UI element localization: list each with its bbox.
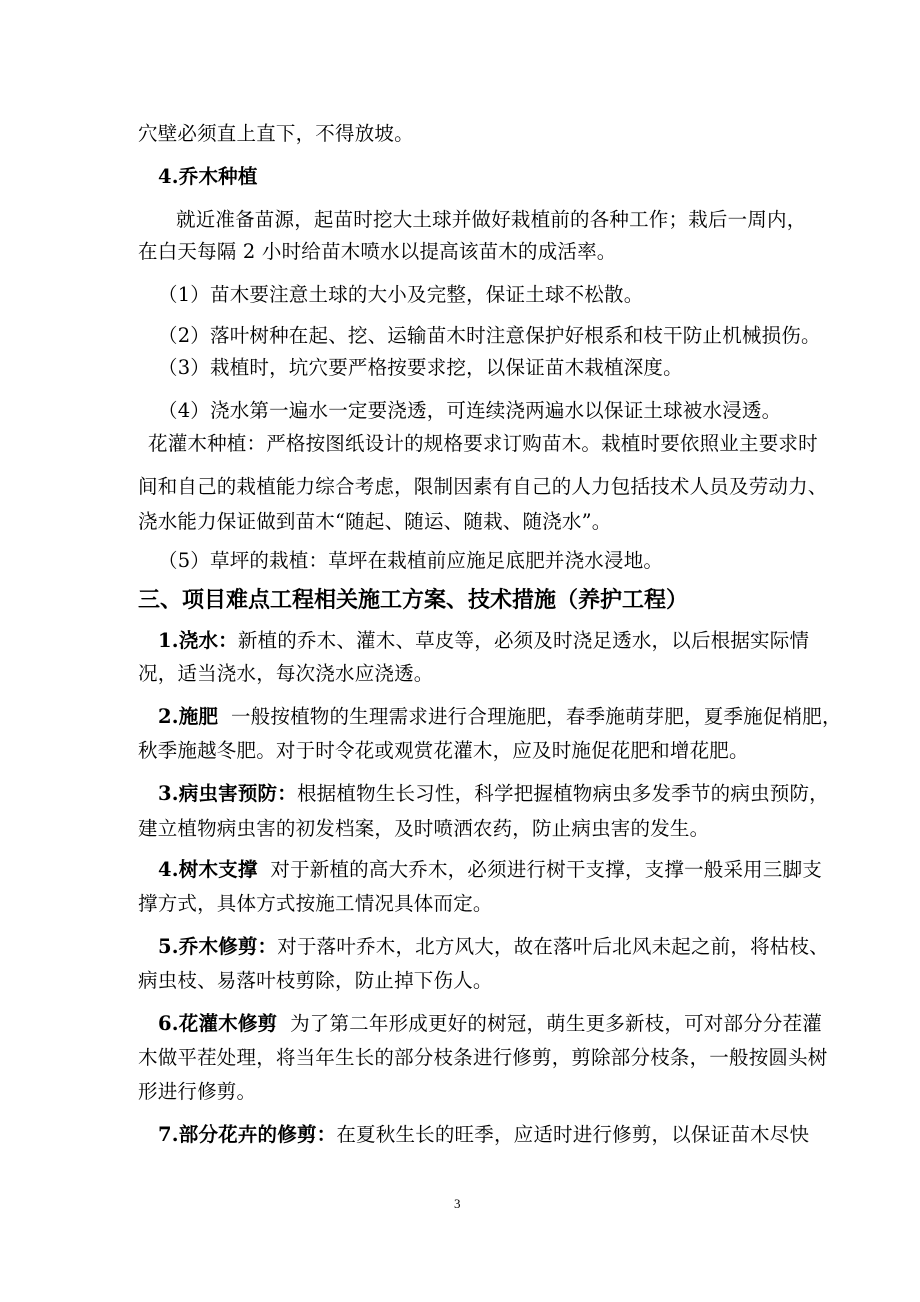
- paragraph-line: [158, 935, 829, 959]
- paragraph-label: 2.施肥: [158, 705, 219, 728]
- paragraph-line: [158, 782, 829, 806]
- paragraph-label: 6.花灌木修剪: [158, 1012, 278, 1035]
- list-item: （5）草坪的栽植：草坪在栽植前应施足底肥并浇水浸地。: [158, 549, 664, 572]
- paragraph-line: [158, 705, 842, 729]
- text-line: 花灌木种植：严格按图纸设计的规格要求订购苗木。栽植时要依照业主要求时: [148, 432, 818, 455]
- list-item: （4）浇水第一遍水一定要浇透，可连续浇两遍水以保证土球被水浸透。: [158, 399, 782, 422]
- list-item: （2）落叶树种在起、挖、运输苗木时注意保护好根系和枝干防止机械损伤。: [158, 324, 821, 347]
- paragraph-line: [158, 858, 822, 882]
- text-line: 病虫枝、易落叶枝剪除，防止掉下伤人。: [138, 969, 493, 992]
- paragraph-line: [158, 1012, 822, 1036]
- paragraph-line: [158, 1123, 809, 1147]
- page-number: 3: [454, 1196, 461, 1211]
- text-line: 木做平茬处理，将当年生长的部分枝条进行修剪，剪除部分枝条，一般按圆头树: [138, 1046, 828, 1069]
- text-line: 浇水能力保证做到苗木“随起、随运、随栽、随浇水”。: [138, 510, 612, 533]
- section-heading: 三、项目难点工程相关施工方案、技术措施（养护工程）: [138, 587, 689, 613]
- text-line: 建立植物病虫害的初发档案，及时喷洒农药，防止病虫害的发生。: [138, 817, 710, 840]
- paragraph-label: 1.浇水：: [158, 629, 238, 652]
- paragraph-text: 根据植物生长习性，科学把握植物病虫多发季节的病虫预防，: [296, 782, 829, 805]
- text-line: 秋季施越冬肥。对于时令花或观赏花灌木，应及时施促花肥和增花肥。: [138, 739, 749, 762]
- paragraph-text: 为了第二年形成更好的树冠，萌生更多新枝，可对部分分茬灌: [290, 1012, 822, 1035]
- paragraph-label: 3.病虫害预防：: [158, 782, 297, 805]
- text-line: 况，适当浇水，每次浇水应浇透。: [138, 662, 434, 685]
- text-line: 间和自己的栽植能力综合考虑，限制因素有自己的人力包括技术人员及劳动力、: [138, 475, 828, 498]
- section-title-tree-planting: 4.乔木种植: [158, 165, 258, 188]
- paragraph-text: 在夏秋生长的旺季，应适时进行修剪，以保证苗木尽快: [336, 1123, 810, 1146]
- list-item: （3）栽植时，坑穴要严格按要求挖，以保证苗木栽植深度。: [158, 356, 683, 379]
- text-line: 撑方式，具体方式按施工情况具体而定。: [138, 892, 493, 915]
- text-line: 就近准备苗源，起苗时挖大土球并做好栽植前的各种工作；栽后一周内，: [176, 208, 807, 231]
- text-line: 在白天每隔 2 小时给苗木喷水以提高该苗木的成活率。: [138, 240, 617, 263]
- paragraph-text: 对于落叶乔木，北方风大，故在落叶后北风未起之前，将枯枝、: [277, 935, 829, 958]
- paragraph-label: 4.树木支撑: [158, 858, 258, 881]
- paragraph-label: 5.乔木修剪：: [158, 935, 278, 958]
- paragraph-label: 7.部分花卉的修剪：: [158, 1123, 337, 1146]
- list-item: （1）苗木要注意土球的大小及完整，保证土球不松散。: [158, 283, 644, 306]
- paragraph-line: [158, 629, 809, 653]
- text-line: 穴壁必须直上直下，不得放坡。: [138, 122, 414, 145]
- text-line: 形进行修剪。: [138, 1080, 257, 1103]
- paragraph-text: 一般按植物的生理需求进行合理施肥，春季施萌芽肥，夏季施促梢肥，: [230, 705, 842, 728]
- paragraph-text: 对于新植的高大乔木，必须进行树干支撑，支撑一般采用三脚支: [270, 858, 822, 881]
- paragraph-text: 新植的乔木、灌木、草皮等，必须及时浇足透水，以后根据实际情: [237, 629, 810, 652]
